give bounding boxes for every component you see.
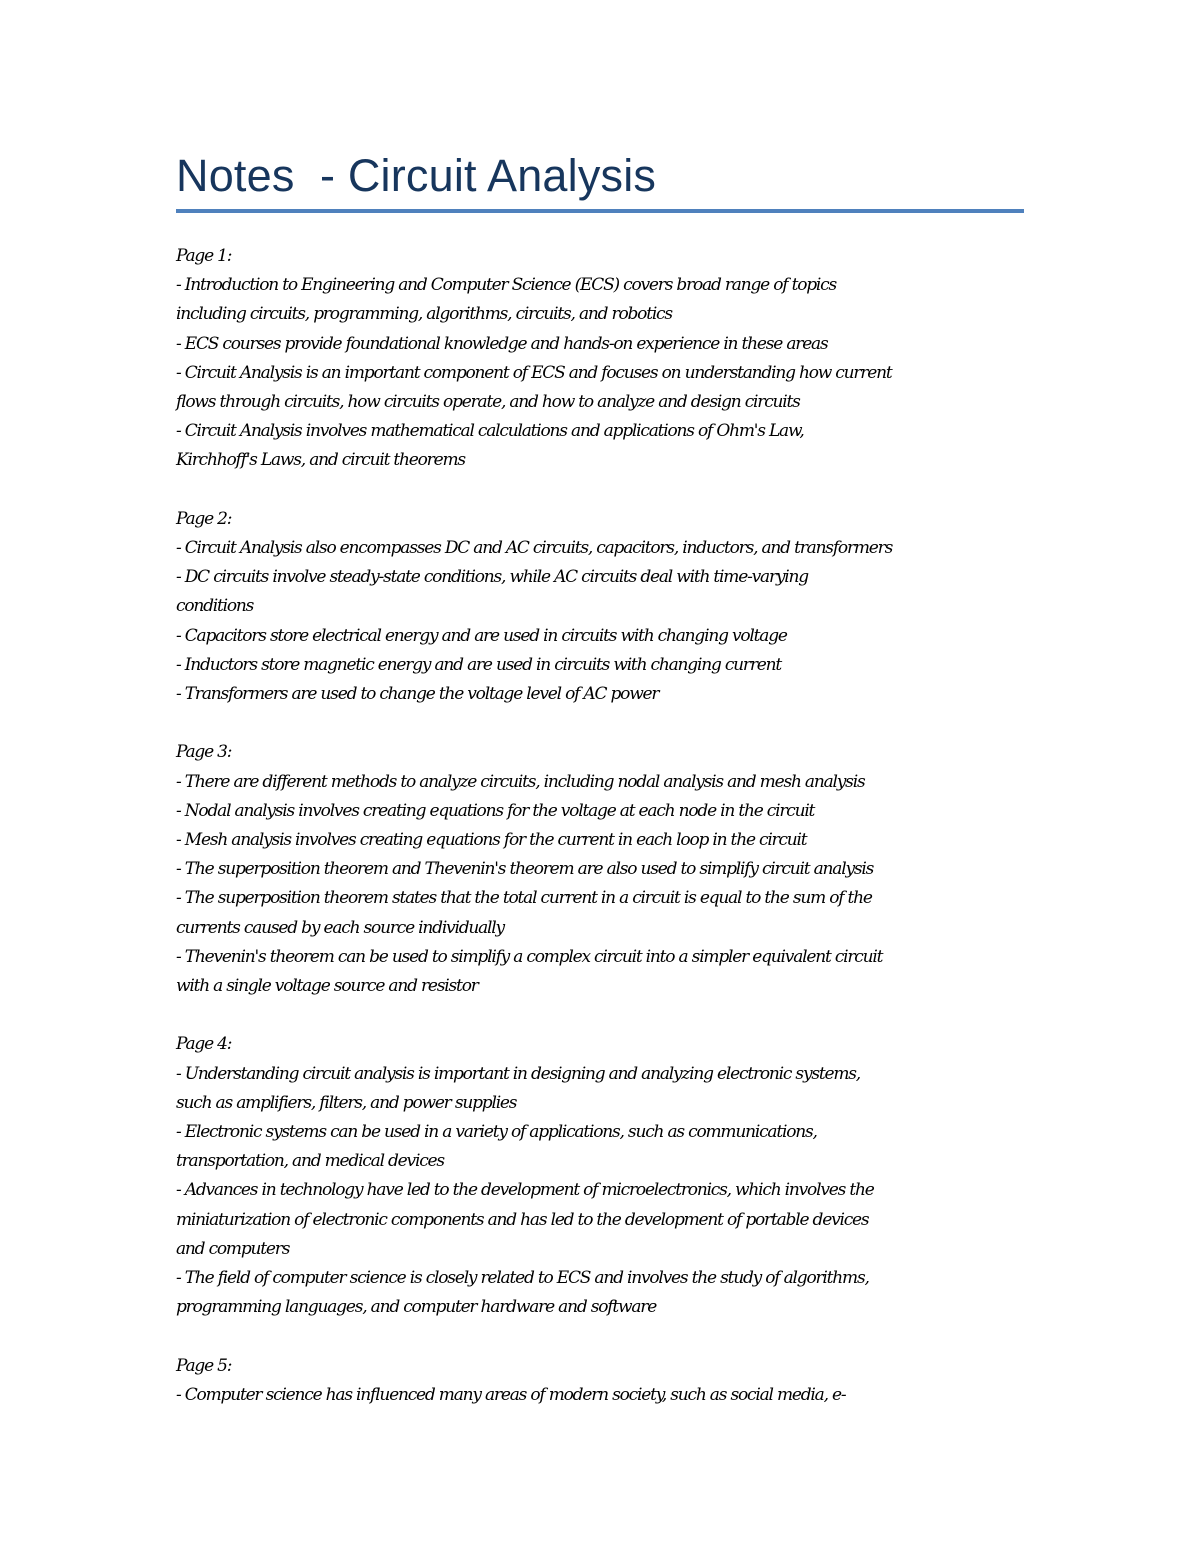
- notes-section-page-3: [176, 738, 1046, 1001]
- note-line: transportation, and medical devices: [176, 1151, 444, 1172]
- note-line: including circuits, programming, algorithms, circuits, and robotics: [176, 304, 672, 325]
- note-line: - Computer science has influenced many areas of modern society, such as social media, e-: [176, 1384, 846, 1405]
- note-line: programming languages, and computer hardware and software: [176, 1297, 657, 1318]
- note-line: miniaturization of electronic components and has led to the development of portable devices: [176, 1209, 869, 1230]
- notes-section-page-5: [176, 1352, 1046, 1410]
- document-body: [176, 242, 1046, 1439]
- notes-section-page-1: [176, 242, 1046, 476]
- note-line: - The superposition theorem states that the total current in a circuit is equal to the sum of the: [176, 888, 872, 909]
- note-line: - Circuit Analysis is an important component of ECS and focuses on understanding how current: [176, 362, 892, 383]
- note-line: - Mesh analysis involves creating equations for the current in each loop in the circuit: [176, 830, 807, 851]
- notes-section-page-4: [176, 1030, 1046, 1322]
- note-line: - Circuit Analysis also encompasses DC and AC circuits, capacitors, inductors, and transformers: [176, 538, 893, 559]
- section-heading: Page 5:: [176, 1355, 232, 1376]
- note-line: - ECS courses provide foundational knowledge and hands-on experience in these areas: [176, 333, 828, 354]
- section-heading: Page 4:: [176, 1034, 232, 1055]
- note-line: and computers: [176, 1238, 290, 1259]
- note-line: - DC circuits involve steady-state conditions, while AC circuits deal with time-varying: [176, 567, 808, 588]
- note-line: such as amplifiers, filters, and power supplies: [176, 1092, 517, 1113]
- note-line: - Introduction to Engineering and Computer Science (ECS) covers broad range of topics: [176, 275, 837, 296]
- note-line: Kirchhoff's Laws, and circuit theorems: [176, 450, 465, 471]
- note-line: - Thevenin's theorem can be used to simplify a complex circuit into a simpler equivalent circuit: [176, 946, 883, 967]
- note-line: - Electronic systems can be used in a variety of applications, such as communications,: [176, 1122, 817, 1143]
- notes-section-page-2: [176, 505, 1046, 709]
- note-line: - Inductors store magnetic energy and are used in circuits with changing current: [176, 654, 781, 675]
- note-line: - The superposition theorem and Thevenin's theorem are also used to simplify circuit analysis: [176, 859, 874, 880]
- note-line: flows through circuits, how circuits operate, and how to analyze and design circuits: [176, 392, 800, 413]
- note-line: - Capacitors store electrical energy and are used in circuits with changing voltage: [176, 625, 787, 646]
- note-line: - The field of computer science is closely related to ECS and involves the study of algorithms,: [176, 1268, 869, 1289]
- section-heading: Page 1:: [176, 246, 232, 266]
- note-line: - There are different methods to analyze circuits, including nodal analysis and mesh analysis: [176, 771, 865, 792]
- note-line: - Nodal analysis involves creating equations for the voltage at each node in the circuit: [176, 800, 815, 821]
- note-line: - Circuit Analysis involves mathematical calculations and applications of Ohm's Law,: [176, 421, 804, 442]
- note-line: currents caused by each source individually: [176, 917, 504, 938]
- note-line: with a single voltage source and resistor: [176, 976, 478, 997]
- note-line: - Understanding circuit analysis is important in designing and analyzing electronic systems,: [176, 1063, 861, 1084]
- note-line: - Transformers are used to change the voltage level of AC power: [176, 684, 659, 705]
- section-heading: Page 2:: [176, 508, 232, 529]
- document-title: Notes - Circuit Analysis: [176, 150, 657, 201]
- note-line: conditions: [176, 596, 254, 617]
- section-heading: Page 3:: [176, 742, 232, 763]
- note-line: - Advances in technology have led to the development of microelectronics, which involves the: [176, 1180, 874, 1201]
- title-underline-rule: [176, 209, 1024, 213]
